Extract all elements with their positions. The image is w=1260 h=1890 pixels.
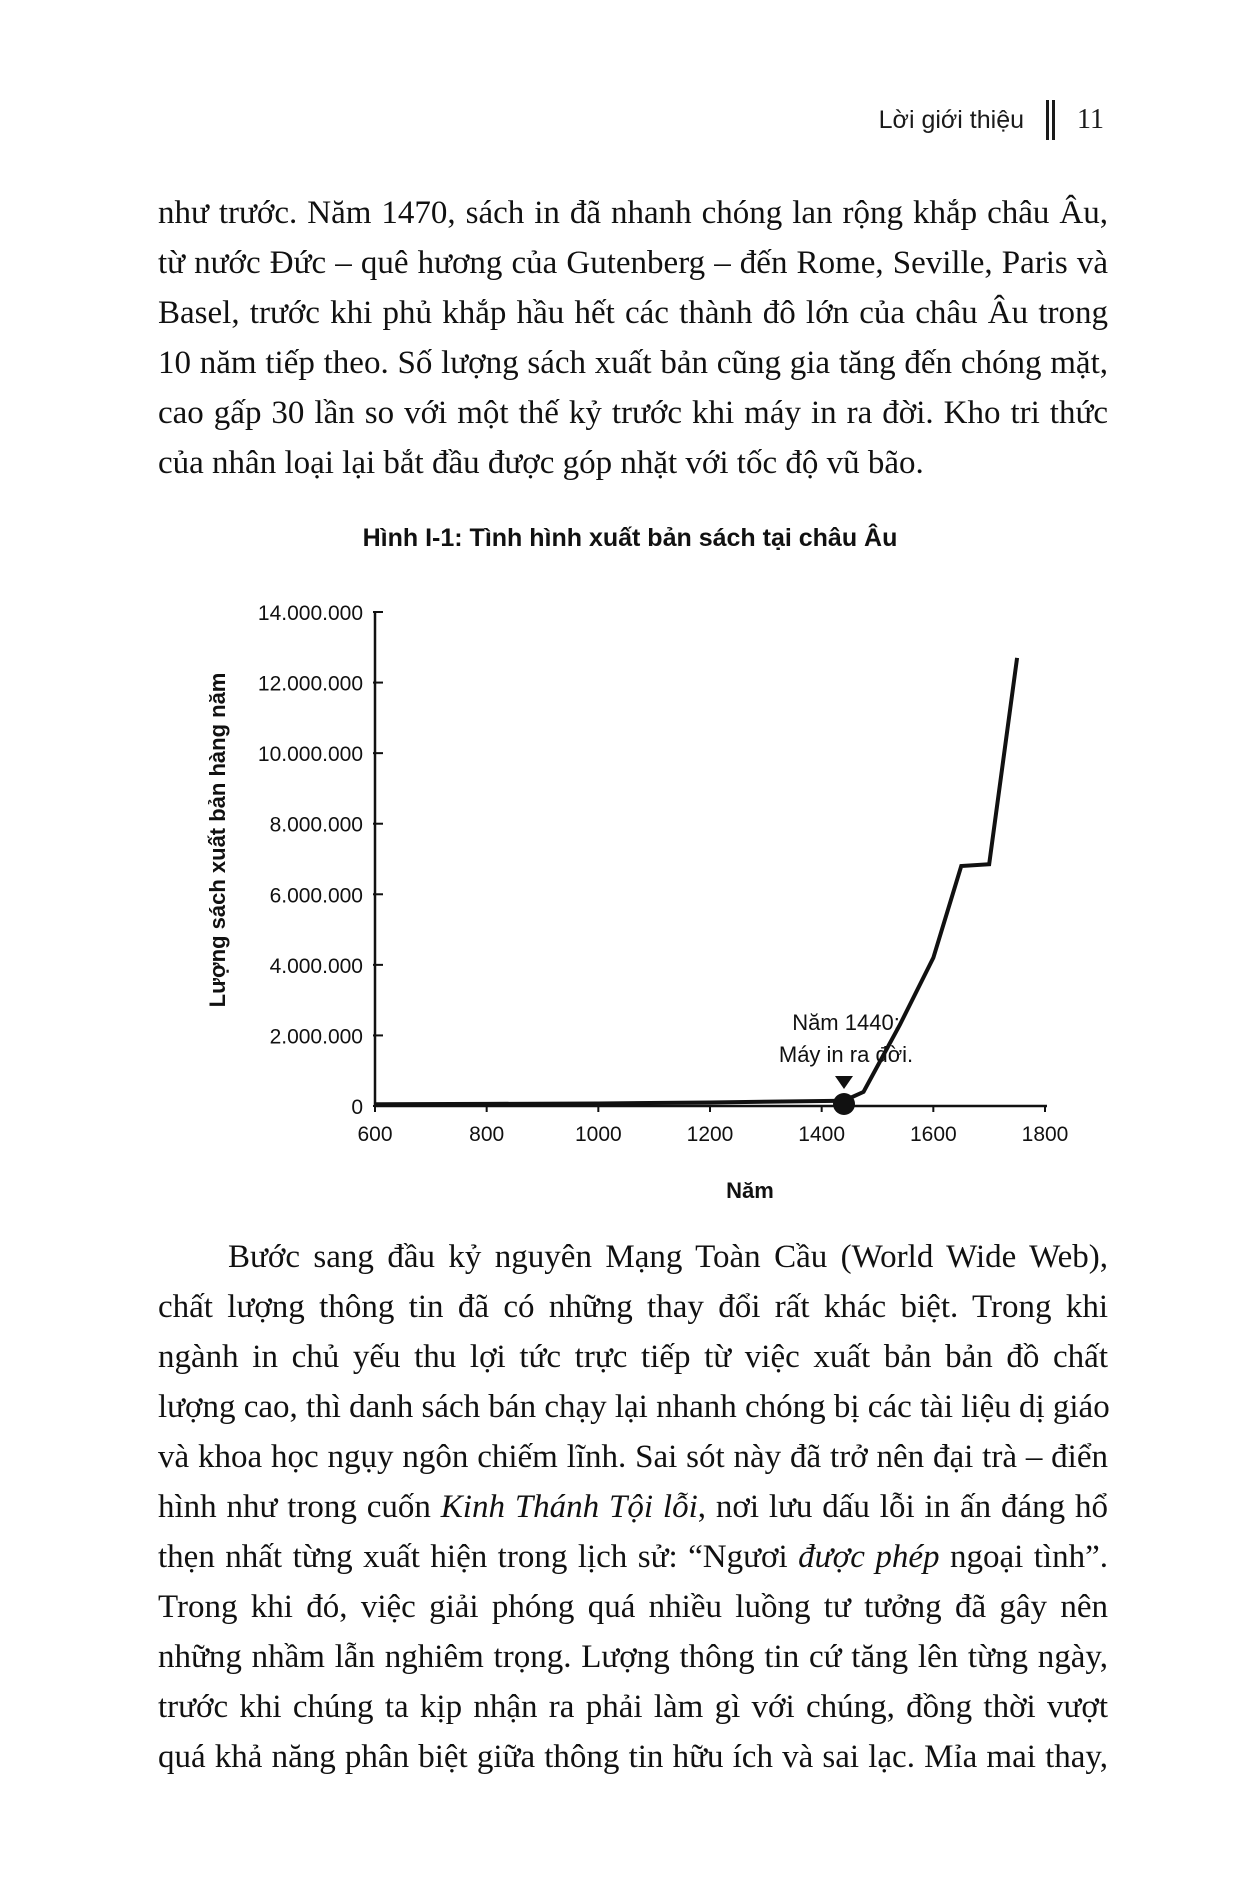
paragraph-2-line: lượng cao, thì danh sách bán chạy lại nhanh chóng bị các tài liệu dị giáo — [158, 1389, 1110, 1425]
y-tick-label: 14.000.000 — [257, 602, 363, 625]
paragraph-2-line: những nhầm lẫn nghiêm trọng. Lượng thông tin cứ tăng lên từng ngày, — [158, 1639, 1108, 1675]
page-number: 11 — [1077, 104, 1104, 135]
paragraph-2-line — [158, 1532, 1108, 1582]
y-tick-label: 4.000.000 — [269, 954, 363, 978]
y-tick-label: 12.000.000 — [257, 672, 363, 696]
chart-annotation — [779, 1010, 913, 1115]
paragraph-2-line: trước khi chúng ta kịp nhận ra phải làm gì với chúng, đồng thời vượt — [158, 1689, 1108, 1725]
y-tick-label: 8.000.000 — [269, 813, 363, 837]
x-tick-label: 600 — [357, 1123, 393, 1146]
text-run: , nơi lưu dấu lỗi in ấn đáng hổ — [697, 1489, 1109, 1525]
section-title: Lời giới thiệu — [878, 105, 1025, 134]
series-line — [375, 658, 1017, 1104]
paragraph-1-line: cao gấp 30 lần so với một thế kỷ trước khi máy in ra đời. Kho tri thức — [158, 395, 1108, 431]
text-run: thẹn nhất từng xuất hiện trong lịch sử: “Ngươi — [158, 1539, 799, 1575]
paragraph-2-line: Bước sang đầu kỷ nguyên Mạng Toàn Cầu (World Wide Web), — [228, 1239, 1108, 1275]
x-tick-label: 1400 — [798, 1123, 846, 1146]
y-tick-label: 0 — [351, 1096, 363, 1119]
chart-axes — [375, 612, 1047, 1106]
x-tick-label: 800 — [469, 1123, 505, 1146]
x-tick-label: 1000 — [574, 1123, 622, 1146]
text-run: hình như trong cuốn — [158, 1489, 441, 1525]
x-ticks — [357, 1106, 1068, 1146]
paragraph-1-line: Basel, trước khi phủ khắp hầu hết các thành đô lớn của châu Âu trong — [158, 295, 1108, 331]
quote-italic: được phép — [798, 1539, 940, 1575]
x-tick-label: 1600 — [909, 1123, 957, 1146]
book-publishing-chart — [190, 600, 1090, 1220]
y-axis-label: Lượng sách xuất bản hàng năm — [205, 672, 230, 1008]
text-run: ngoại tình”. — [939, 1539, 1108, 1575]
running-header — [879, 100, 1104, 140]
y-tick-label: 6.000.000 — [269, 884, 363, 908]
annotation-line-2: Máy in ra đời. — [778, 1042, 914, 1067]
paragraph-2-line — [158, 1482, 1108, 1532]
annotation-arrow — [835, 1076, 853, 1089]
header-separator — [1046, 100, 1055, 140]
book-title-italic: Kinh Thánh Tội lỗi — [440, 1489, 698, 1525]
x-tick-label: 1200 — [686, 1123, 734, 1146]
paragraph-2 — [158, 1232, 1108, 1782]
y-tick-label: 10.000.000 — [257, 743, 363, 767]
paragraph-1-line: 10 năm tiếp theo. Số lượng sách xuất bản cũng gia tăng đến chóng mặt, — [158, 345, 1108, 381]
paragraph-1-line: từ nước Đức – quê hương của Gutenberg – đến Rome, Seville, Paris và — [158, 245, 1108, 281]
printing-press-marker — [833, 1093, 855, 1115]
x-tick-label: 1800 — [1021, 1123, 1069, 1146]
y-tick-label: 2.000.000 — [269, 1025, 363, 1049]
chart-series — [375, 658, 1017, 1104]
paragraph-2-line: Trong khi đó, việc giải phóng quá nhiều luồng tư tưởng đã gây nên — [158, 1589, 1108, 1625]
paragraph-2-line: chất lượng thông tin đã có những thay đổi rất khác biệt. Trong khi — [158, 1289, 1108, 1325]
figure-title: Hình I-1: Tình hình xuất bản sách tại châu Âu — [362, 524, 898, 552]
paragraph-2-line: và khoa học ngụy ngôn chiếm lĩnh. Sai sót này đã trở nên đại trà – điển — [158, 1439, 1108, 1475]
paragraph-1-line: của nhân loại lại bắt đầu được góp nhặt với tốc độ vũ bão. — [158, 445, 924, 481]
annotation-line-1: Năm 1440: — [792, 1010, 900, 1035]
paragraph-1 — [158, 188, 1108, 488]
paragraph-2-line: quá khả năng phân biệt giữa thông tin hữu ích và sai lạc. Mỉa mai thay, — [158, 1739, 1108, 1775]
y-ticks — [258, 602, 383, 1119]
paragraph-2-line: ngành in chủ yếu thu lợi tức trực tiếp từ việc xuất bản bản đồ chất — [158, 1339, 1108, 1375]
paragraph-1-line: như trước. Năm 1470, sách in đã nhanh chóng lan rộng khắp châu Âu, — [158, 195, 1108, 231]
x-axis-label: Năm — [726, 1178, 774, 1203]
